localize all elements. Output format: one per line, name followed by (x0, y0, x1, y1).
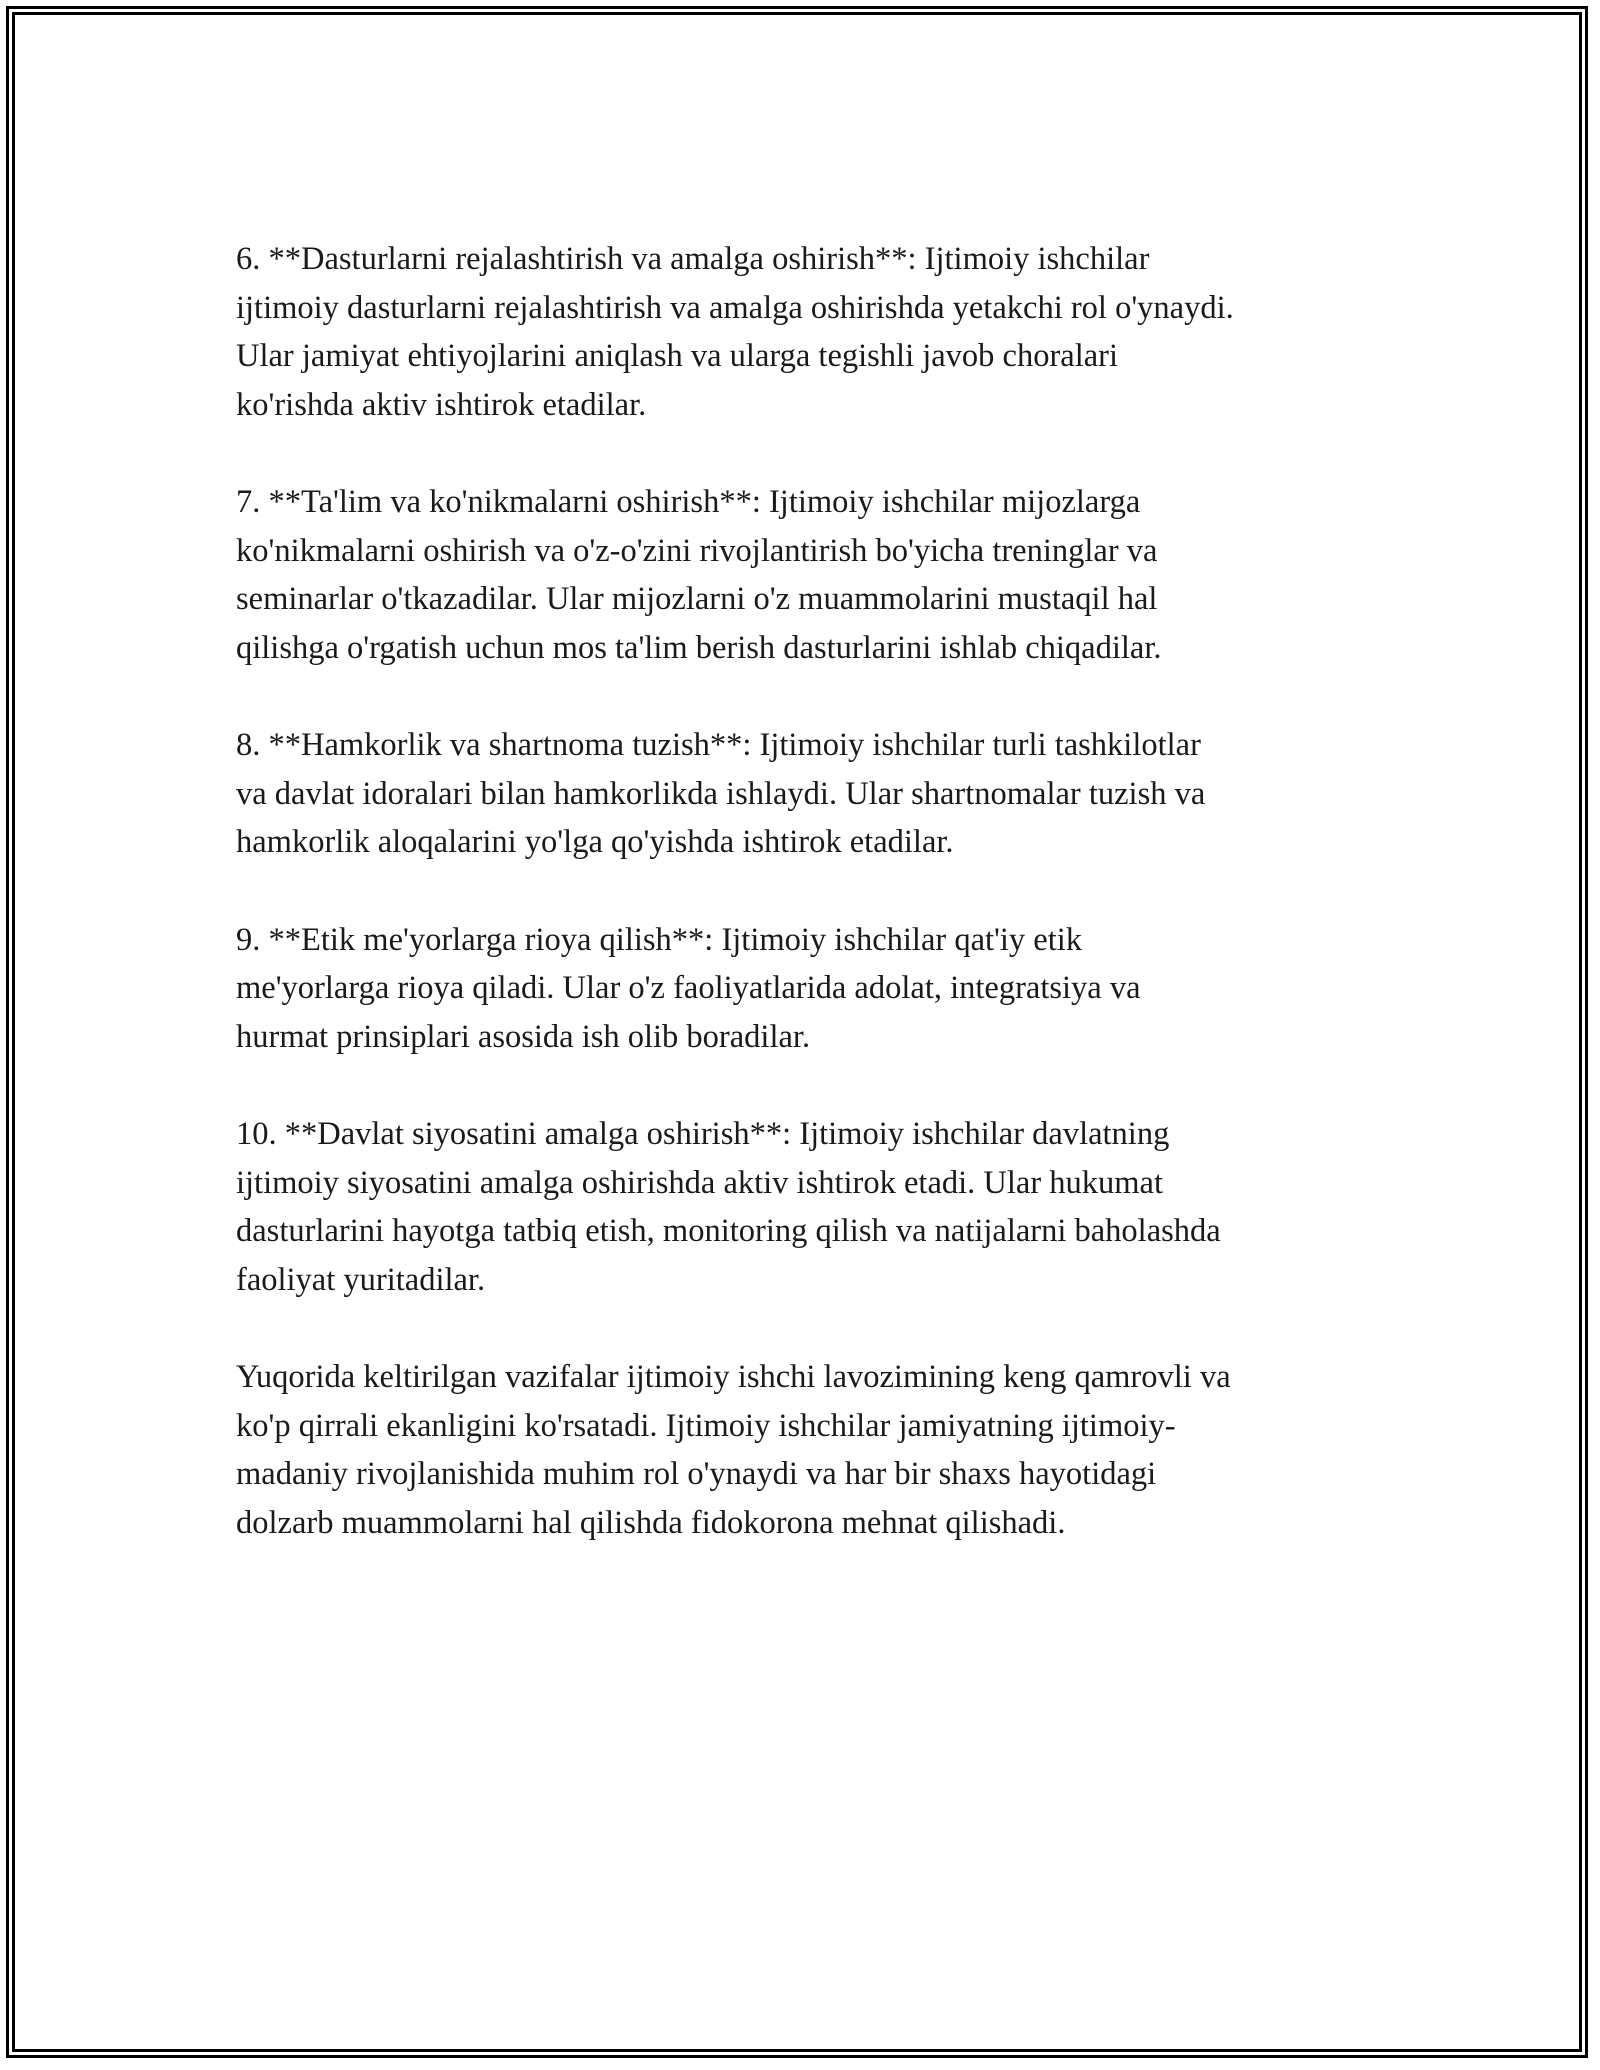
paragraph-item-6: 6. **Dasturlarni rejalashtirish va amalga oshirish**: Ijtimoiy ishchilar ijtimoiy dasturlarni rejalashtirish va amalga oshirishda yetakchi rol o'ynaydi. Ular jamiyat ehtiyojlarini aniqlash va ularga tegishli javob choralari ko'rishda aktiv ishtirok etadilar. (236, 241, 1234, 423)
paragraph-item-10: 10. **Davlat siyosatini amalga oshirish**: Ijtimoiy ishchilar davlatning ijtimoiy siyosatini amalga oshirishda aktiv ishtirok etadi. Ular hukumat dasturlarini hayotga tatbiq etish, monitoring qilish va natijalarni baholashda faoliyat yuritadilar. (236, 1116, 1221, 1298)
paragraph-item-7: 7. **Ta'lim va ko'nikmalarni oshirish**: Ijtimoiy ishchilar mijozlarga ko'nikmalarni oshirish va o'z-o'zini rivojlantirish bo'yicha treninglar va seminarlar o'tkazadilar. Ular mijozlarni o'z muammolarini mustaqil hal qilishga o'rgatish uchun mos ta'lim berish dasturlarini ishlab chiqadilar. (236, 484, 1162, 666)
paragraph-item-8: 8. **Hamkorlik va shartnoma tuzish**: Ijtimoiy ishchilar turli tashkilotlar va davlat idoralari bilan hamkorlikda ishlaydi. Ular shartnomalar tuzish va hamkorlik aloqalarini yo'lga qo'yishda ishtirok etadilar. (236, 727, 1206, 860)
paragraph-conclusion: Yuqorida keltirilgan vazifalar ijtimoiy ishchi lavozimining keng qamrovli va ko'p qirrali ekanligini ko'rsatadi. Ijtimoiy ishchilar jamiyatning ijtimoiy- madaniy rivojlanishida muhim rol o'ynaydi va har bir shaxs hayotidagi dolzarb muammolarni hal qilishda fidokorona mehnat qilishadi. (236, 1359, 1231, 1541)
paragraph-item-9: 9. **Etik me'yorlarga rioya qilish**: Ijtimoiy ishchilar qat'iy etik me'yorlarga rioya qiladi. Ular o'z faoliyatlarida adolat, integratsiya va hurmat prinsiplari asosida ish olib boradilar. (236, 921, 1141, 1055)
document-body (236, 235, 1376, 1547)
